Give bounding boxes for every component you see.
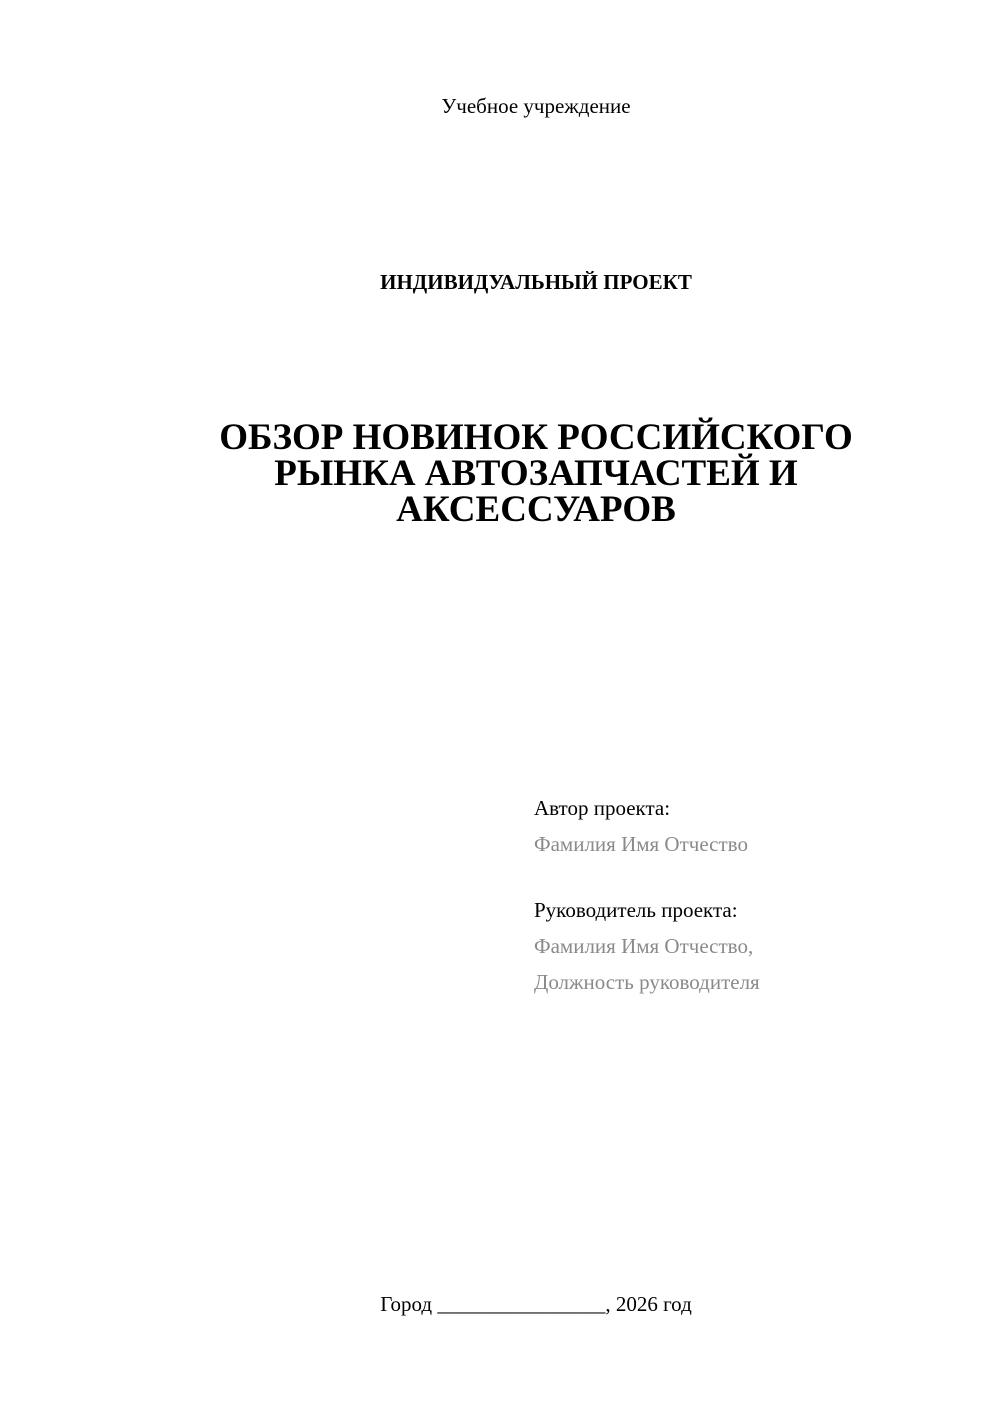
title-line-3: АКСЕССУАРОВ bbox=[396, 489, 676, 530]
project-people bbox=[534, 790, 964, 1000]
author-name: Фамилия Имя Отчество bbox=[534, 832, 748, 856]
supervisor-name: Фамилия Имя Отчество, bbox=[534, 934, 754, 958]
title-line-1: ОБЗОР НОВИНОК РОССИЙСКОГО bbox=[219, 417, 853, 458]
institution-name: Учебное учреждение bbox=[441, 94, 631, 118]
supervisor-position: Должность руководителя bbox=[534, 970, 760, 994]
title-line-2: РЫНКА АВТОЗАПЧАСТЕЙ И bbox=[274, 453, 798, 494]
spacer bbox=[534, 862, 964, 892]
author-label: Автор проекта: bbox=[534, 796, 671, 820]
document-title bbox=[0, 417, 1000, 530]
city-year-line: Город ________________, 2026 год bbox=[380, 1292, 692, 1316]
supervisor-label: Руководитель проекта: bbox=[534, 898, 738, 922]
document-type: ИНДИВИДУАЛЬНЫЙ ПРОЕКТ bbox=[380, 270, 692, 294]
